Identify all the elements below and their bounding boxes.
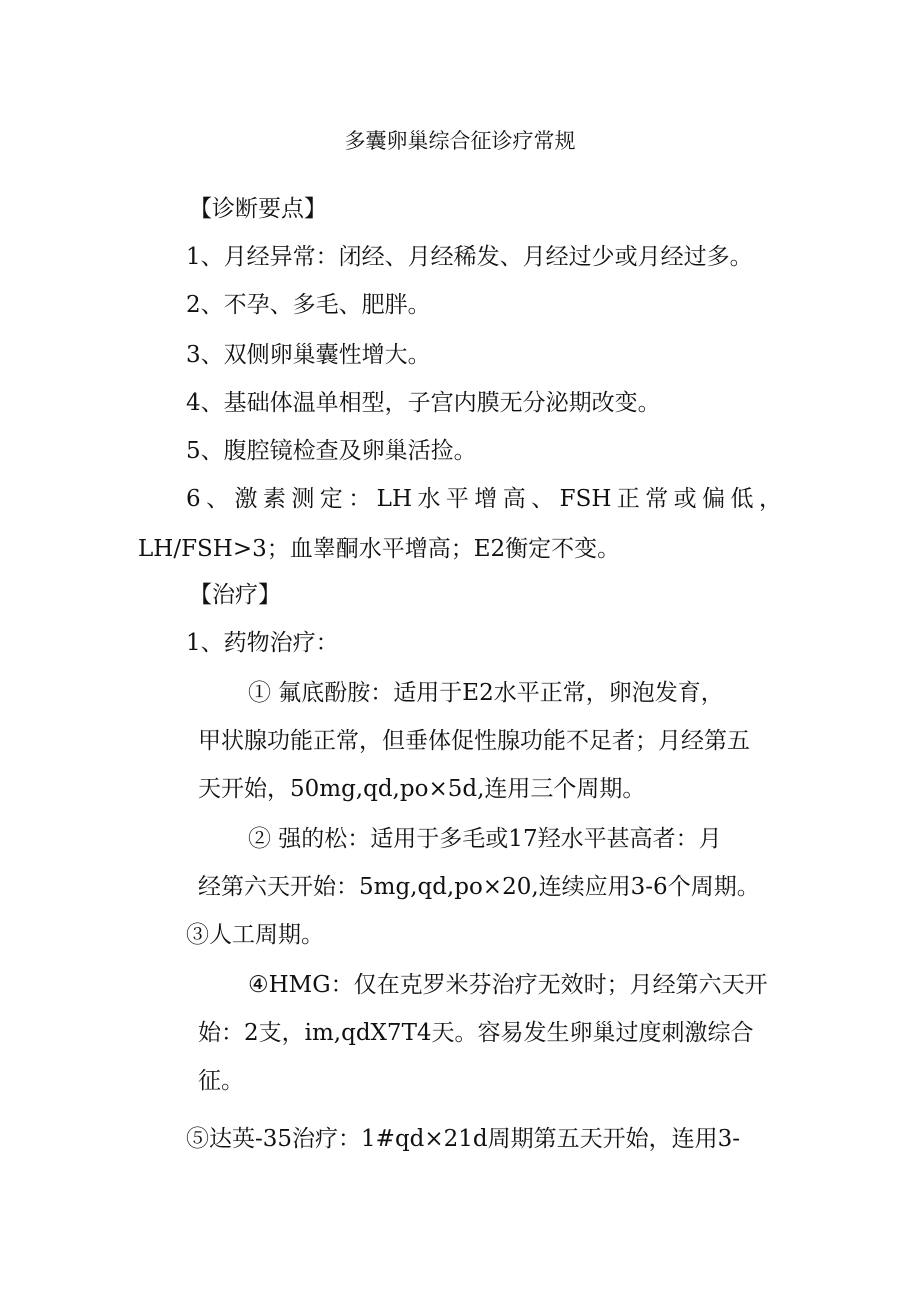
treatment-item-4-line-3: 征。 <box>198 1068 244 1094</box>
treatment-item-1-line-1: ① 氟底酚胺：适用于E2水平正常，卵泡发育， <box>248 680 724 706</box>
treatment-item-1-line-3: 天开始，50mg,qd,po×5d,连用三个周期。 <box>198 776 646 802</box>
diagnosis-item-3: 3、双侧卵巢囊性增大。 <box>186 342 431 368</box>
diagnosis-item-6-line-1: 6、激素测定：LH水平增高、FSH正常或偏低， <box>186 486 782 512</box>
diagnosis-item-6-line-2: LH/FSH>3；血睾酮水平增高；E2衡定不变。 <box>138 536 621 562</box>
treatment-item-1-line-2: 甲状腺功能正常，但垂体促性腺功能不足者；月经第五 <box>198 728 750 754</box>
treatment-item-5: ⑤达英-35治疗：1#qd×21d周期第五天开始，连用3- <box>186 1126 741 1152</box>
diagnosis-item-5: 5、腹腔镜检查及卵巢活捡。 <box>186 438 477 464</box>
treatment-item-4-line-1: ④HMG：仅在克罗米芬治疗无效时；月经第六天开 <box>248 972 768 998</box>
drug-treatment-heading: 1、药物治疗： <box>186 630 339 656</box>
diagnosis-item-1: 1、月经异常：闭经、月经稀发、月经过少或月经过多。 <box>186 244 753 270</box>
treatment-heading: 【治疗】 <box>189 582 281 608</box>
treatment-item-2-line-1: ② 强的松：适用于多毛或17羟水平甚高者：月 <box>248 826 722 852</box>
treatment-item-3: ③人工周期。 <box>186 922 324 948</box>
diagnosis-item-4: 4、基础体温单相型，子宫内膜无分泌期改变。 <box>186 390 661 416</box>
diagnosis-heading: 【诊断要点】 <box>189 196 327 222</box>
diagnosis-item-2: 2、不孕、多毛、肥胖。 <box>186 292 431 318</box>
treatment-item-4-line-2: 始：2支，im,qdX7T4天。容易发生卵巢过度刺激综合 <box>198 1020 754 1046</box>
treatment-item-2-line-2: 经第六天开始：5mg,qd,po×20,连续应用3-6个周期。 <box>198 874 760 900</box>
document-title: 多囊卵巢综合征诊疗常规 <box>344 129 576 153</box>
